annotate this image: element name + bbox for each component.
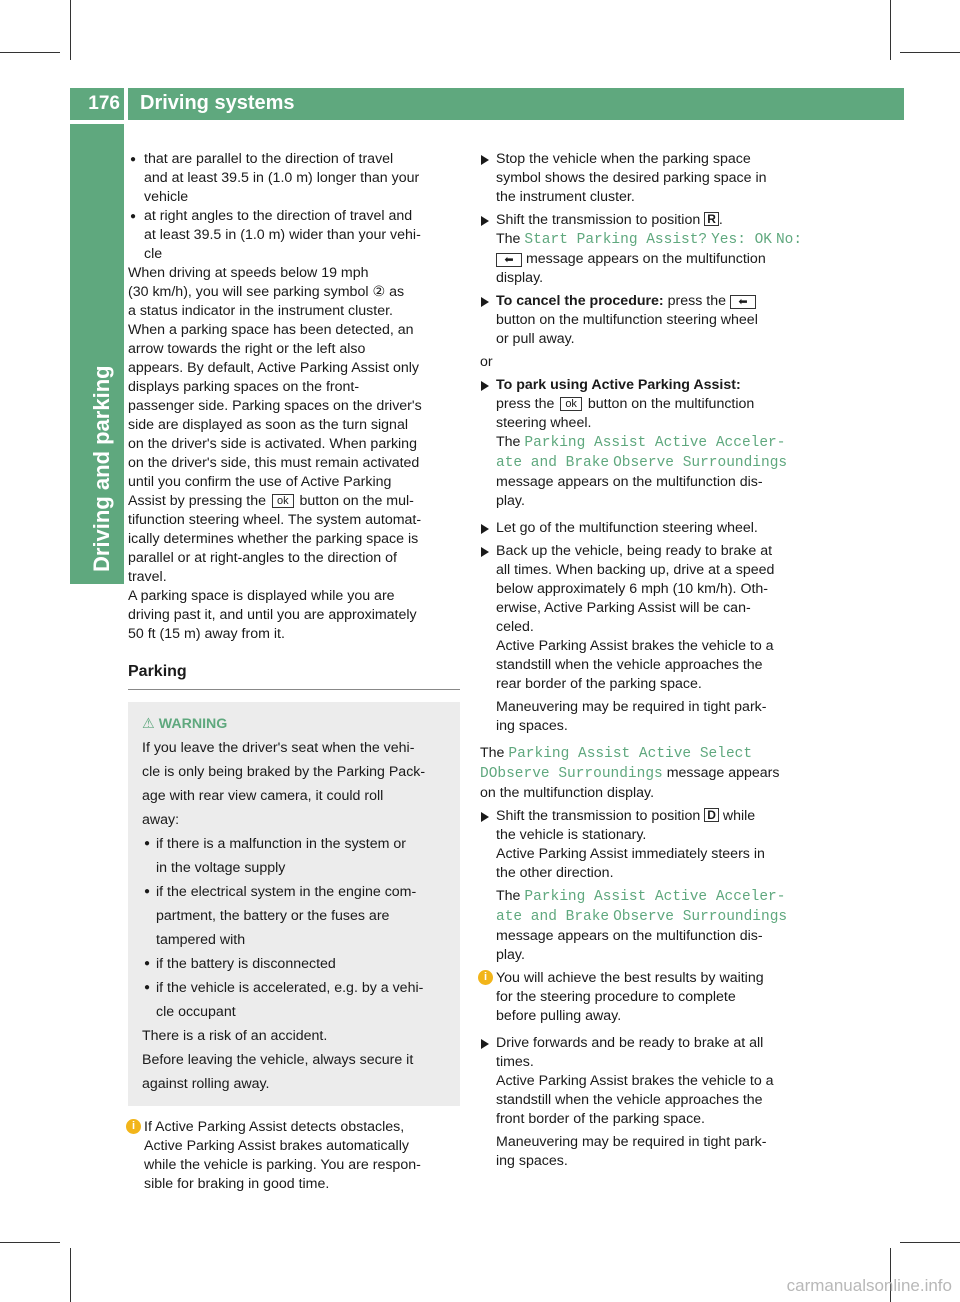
bullet-icon: ● — [130, 154, 137, 165]
step-arrow-icon — [481, 812, 489, 822]
crop-mark — [0, 1242, 60, 1243]
step-arrow-icon — [481, 297, 489, 307]
step-arrow-icon — [481, 216, 489, 226]
display-message: Yes: OK — [711, 232, 773, 248]
drive-gear-icon: D — [704, 808, 719, 822]
page-title: Driving systems — [140, 92, 295, 114]
display-message: Observe Surroundings — [613, 909, 788, 925]
paragraph: When driving at speeds below 19 mph (30 km/h), you will see parking symbol ② as a status indicator in the instrument cluster. When a parking space has been detected, an arrow towards the right or the left also appears. By default, Active Parking Assist only displays parking spaces on the front- passenger side. Parking spaces on the driver's side are displayed as soon as the turn signal on the driver's side is activated. When parking on the driver's side, this must remain activated until you confirm the use of Active Parking Assist by pressing the ok button on the mul- tifunction steering wheel. The system automat- ically determines whether the parking space is parallel or at right-angles to the direction of travel. — [128, 265, 422, 585]
display-message: Observe Surroundings — [613, 455, 788, 471]
bullet-icon: ● — [144, 958, 151, 969]
info-note: i You will achieve the best results by waiting for the steering procedure to complete before pulling away. — [480, 969, 814, 1026]
list-item: ● if the electrical system in the engine com- partment, the battery or the fuses are tampered with — [142, 880, 446, 952]
list-item: ● that are parallel to the direction of travel and at least 39.5 in (1.0 m) longer than your vehicle — [130, 151, 420, 205]
step-arrow-icon — [481, 381, 489, 391]
step-arrow-icon — [481, 155, 489, 165]
list-item: Stop the vehicle when the parking space symbol shows the desired parking space in the instrument cluster. — [480, 150, 814, 207]
back-key-icon: ⬅ — [496, 253, 522, 267]
list-item: ● at right angles to the direction of travel and at least 39.5 in (1.0 m) wider than your vehi- cle — [130, 208, 421, 262]
parking-symbol-icon: ② — [372, 284, 386, 300]
info-icon: i — [478, 970, 493, 985]
crop-mark — [70, 0, 71, 60]
display-message: ate and Brake — [496, 455, 610, 471]
list-item: Shift the transmission to position D while the vehicle is stationary. Active Parking Assist immediately steers in the other direction. The Parking Assist Active Acceler‐ ate and Brake Observe Surroundings message appears on the multifunction dis- play. — [480, 807, 814, 965]
list-item: Shift the transmission to position R . The Start Parking Assist? Yes: OK No: ⬅ message appears on the multifunction display. — [480, 211, 814, 288]
list-item: ● if the battery is disconnected — [142, 952, 446, 976]
crop-mark — [0, 52, 60, 53]
or-separator: or — [480, 354, 493, 370]
back-key-icon: ⬅ — [730, 295, 756, 309]
step-arrow-icon — [481, 547, 489, 557]
right-column — [480, 150, 814, 1171]
crop-mark — [890, 0, 891, 60]
warning-title: WARNING — [158, 716, 228, 732]
list-item: ● if there is a malfunction in the system or in the voltage supply — [142, 832, 446, 880]
display-message: DObserve Surroundings — [480, 766, 663, 782]
list-item: To park using Active Parking Assist: press the ok button on the multifunction steering wheel. The Parking Assist Active Acceler‐ ate and Brake Observe Surroundings message appears on the multifunction dis- play. — [480, 376, 814, 511]
display-message: Start Parking Assist? — [524, 232, 708, 248]
crop-mark — [70, 1248, 71, 1302]
warning-box: ⚠ WARNING If you leave the driver's seat when the vehi- cle is only being braked by the Parking Pack- age with rear view camera, it could roll away: ● if there is a malfunction in the system or in the voltage supply ● if the electrical system in the engine com- partment, the battery or the fuses are tampered with ● if the battery is disconnected ● if the vehicle is accelerated, e.g. by a vehi- cle occupant There is a risk of an accident. Before leaving the vehicle, always secure it against rolling away. — [128, 702, 460, 1106]
watermark: carmanualsonline.info — [786, 1276, 952, 1295]
crop-mark — [900, 52, 960, 53]
section-heading: Parking — [128, 662, 460, 690]
paragraph: The Parking Assist Active Select DObserve Surroundings message appears on the multifunction display. — [480, 745, 780, 801]
bullet-icon: ● — [130, 211, 137, 222]
info-icon: i — [126, 1119, 141, 1134]
list-item: Let go of the multifunction steering wheel. — [480, 519, 814, 538]
list-item: Back up the vehicle, being ready to brake at all times. When backing up, drive at a speed below approximately 6 mph (10 km/h). Oth- erwise, Active Parking Assist will be can- celed. Active Parking Assist brakes the vehicle to a standstill when the vehicle approaches the rear border of the parking space. Maneuvering may be required in tight park- ing spaces. — [480, 542, 814, 736]
display-message: Parking Assist Active Select — [508, 746, 753, 762]
reverse-gear-icon: R — [704, 212, 719, 226]
list-item: Drive forwards and be ready to brake at all times. Active Parking Assist brakes the vehicle to a standstill when the vehicle approaches the front border of the parking space. Maneuvering may be required in tight park- ing spaces. — [480, 1034, 814, 1171]
bullet-icon: ● — [144, 886, 151, 897]
side-tab-label: Driving and parking — [89, 365, 114, 572]
display-message: ate and Brake — [496, 909, 610, 925]
display-message: Parking Assist Active Acceler‐ — [524, 435, 786, 451]
bullet-icon: ● — [144, 982, 151, 993]
ok-key-icon: ok — [560, 397, 582, 411]
step-arrow-icon — [481, 524, 489, 534]
warning-icon: ⚠ — [142, 716, 155, 732]
display-message: No: — [775, 232, 803, 248]
step-arrow-icon — [481, 1039, 489, 1049]
info-note: i If Active Parking Assist detects obstacles, Active Parking Assist brakes automatically while the vehicle is parking. You are respon- sible for braking in good time. — [128, 1118, 460, 1194]
paragraph: A parking space is displayed while you are driving past it, and until you are approximately 50 ft (15 m) away from it. — [128, 588, 417, 642]
ok-key-icon: ok — [272, 494, 294, 508]
left-column — [128, 150, 460, 1194]
bullet-icon: ● — [144, 838, 151, 849]
page-number: 176 — [70, 88, 124, 120]
list-item: To cancel the procedure: press the ⬅ button on the multifunction steering wheel or pull away. — [480, 292, 814, 349]
display-message: Parking Assist Active Acceler‐ — [524, 889, 786, 905]
list-item: ● if the vehicle is accelerated, e.g. by a vehi- cle occupant — [142, 976, 446, 1024]
crop-mark — [900, 1242, 960, 1243]
